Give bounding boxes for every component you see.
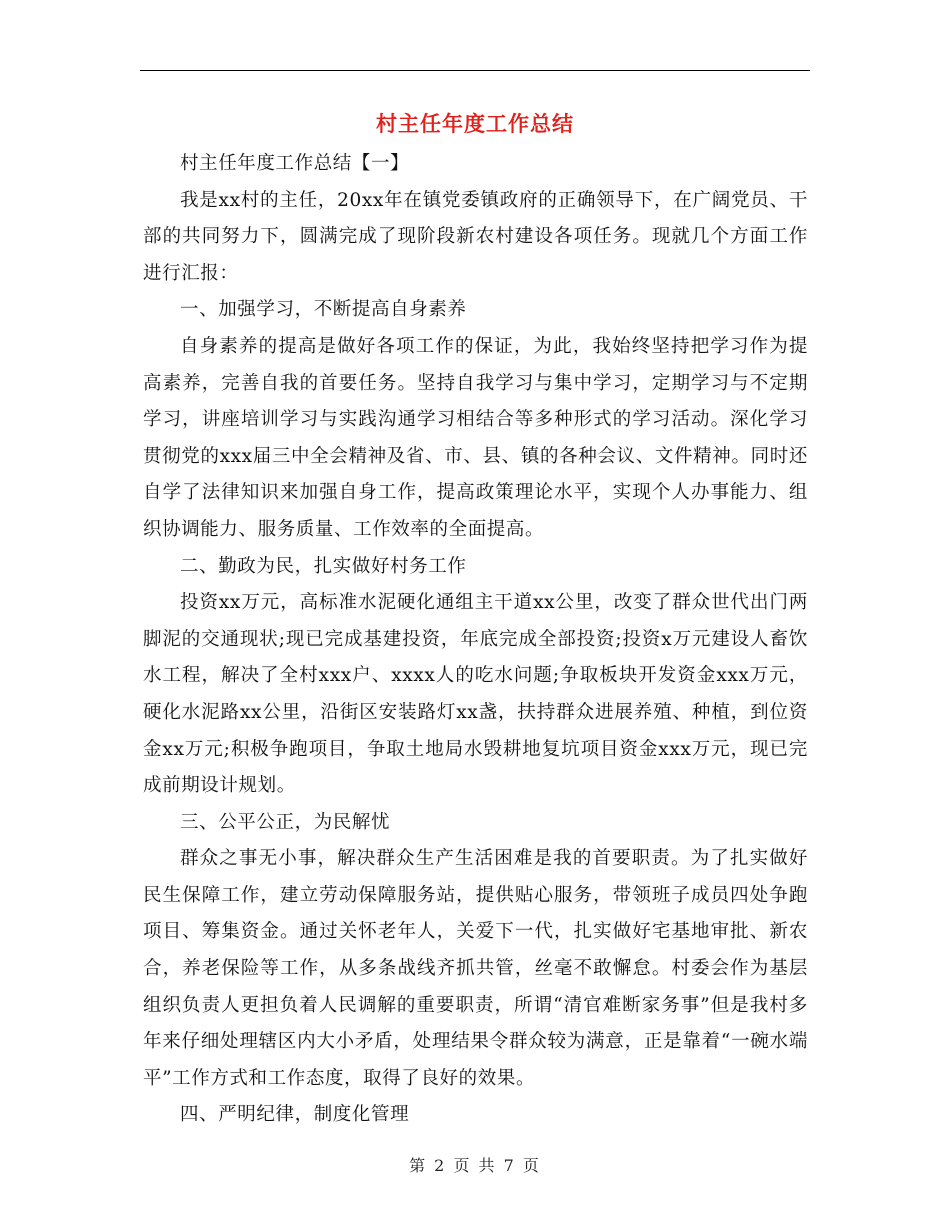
page-number-footer: 第 2 页 共 7 页 <box>409 1156 541 1175</box>
section-heading-village-affairs: 二、勤政为民，扎实做好村务工作 <box>180 555 467 577</box>
section-subtitle: 村主任年度工作总结【一】 <box>180 153 410 174</box>
village-affairs-paragraph: 投资xx万元，高标准水泥硬化通组主干道xx公里，改变了群众世代出门两脚泥的交通现状;现已完成基建投资，年底完成全部投资;投资x万元建设人畜饮水工程，解决了全村xxx户、xxxx人的吃水问题;争取板块开发资金xxx万元，硬化水泥路xx公里，沿街区安装路灯xx盏，扶持群众进展养殖、种植，到位资金xx万元;积极争跑项目，争取土地局水毁耕地复坑项目资金xxx万元，现已完成前期设计规划。 <box>143 592 808 797</box>
document-title: 村主任年度工作总结 <box>376 112 574 136</box>
fairness-paragraph: 群众之事无小事，解决群众生产生活困难是我的首要职责。为了扎实做好民生保障工作，建立劳动保障服务站，提供贴心服务，带领班子成员四处争跑项目、筹集资金。通过关怀老年人，关爱下一代，扎实做好宅基地审批、新农合，养老保险等工作，从多条战线齐抓共管，丝毫不敢懈怠。村委会作为基层组织负责人更担负着人民调解的重要职责，所谓“清官难断家务事”但是我村多年来仔细处理辖区内大小矛盾，处理结果令群众较为满意，正是靠着“一碗水端平”工作方式和工作态度，取得了良好的效果。 <box>143 848 808 1089</box>
section-heading-study: 一、加强学习，不断提高自身素养 <box>180 299 467 321</box>
intro-paragraph: 我是xx村的主任，20xx年在镇党委镇政府的正确领导下，在广阔党员、干部的共同努力下，圆满完成了现阶段新农村建设各项任务。现就几个方面工作进行汇报： <box>143 189 808 284</box>
document-body <box>143 146 808 1134</box>
study-paragraph: 自身素养的提高是做好各项工作的保证，为此，我始终坚持把学习作为提高素养，完善自我的首要任务。坚持自我学习与集中学习，定期学习与不定期学习，讲座培训学习与实践沟通学习相结合等多种形式的学习活动。深化学习贯彻党的xxx届三中全会精神及省、市、县、镇的各种会议、文件精神。同时还自学了法律知识来加强自身工作，提高政策理论水平，实现个人办事能力、组织协调能力、服务质量、工作效率的全面提高。 <box>143 335 808 540</box>
header-rule <box>140 70 810 71</box>
section-heading-discipline: 四、严明纪律，制度化管理 <box>180 1104 410 1126</box>
section-heading-fairness: 三、公平公正，为民解忧 <box>180 811 391 833</box>
